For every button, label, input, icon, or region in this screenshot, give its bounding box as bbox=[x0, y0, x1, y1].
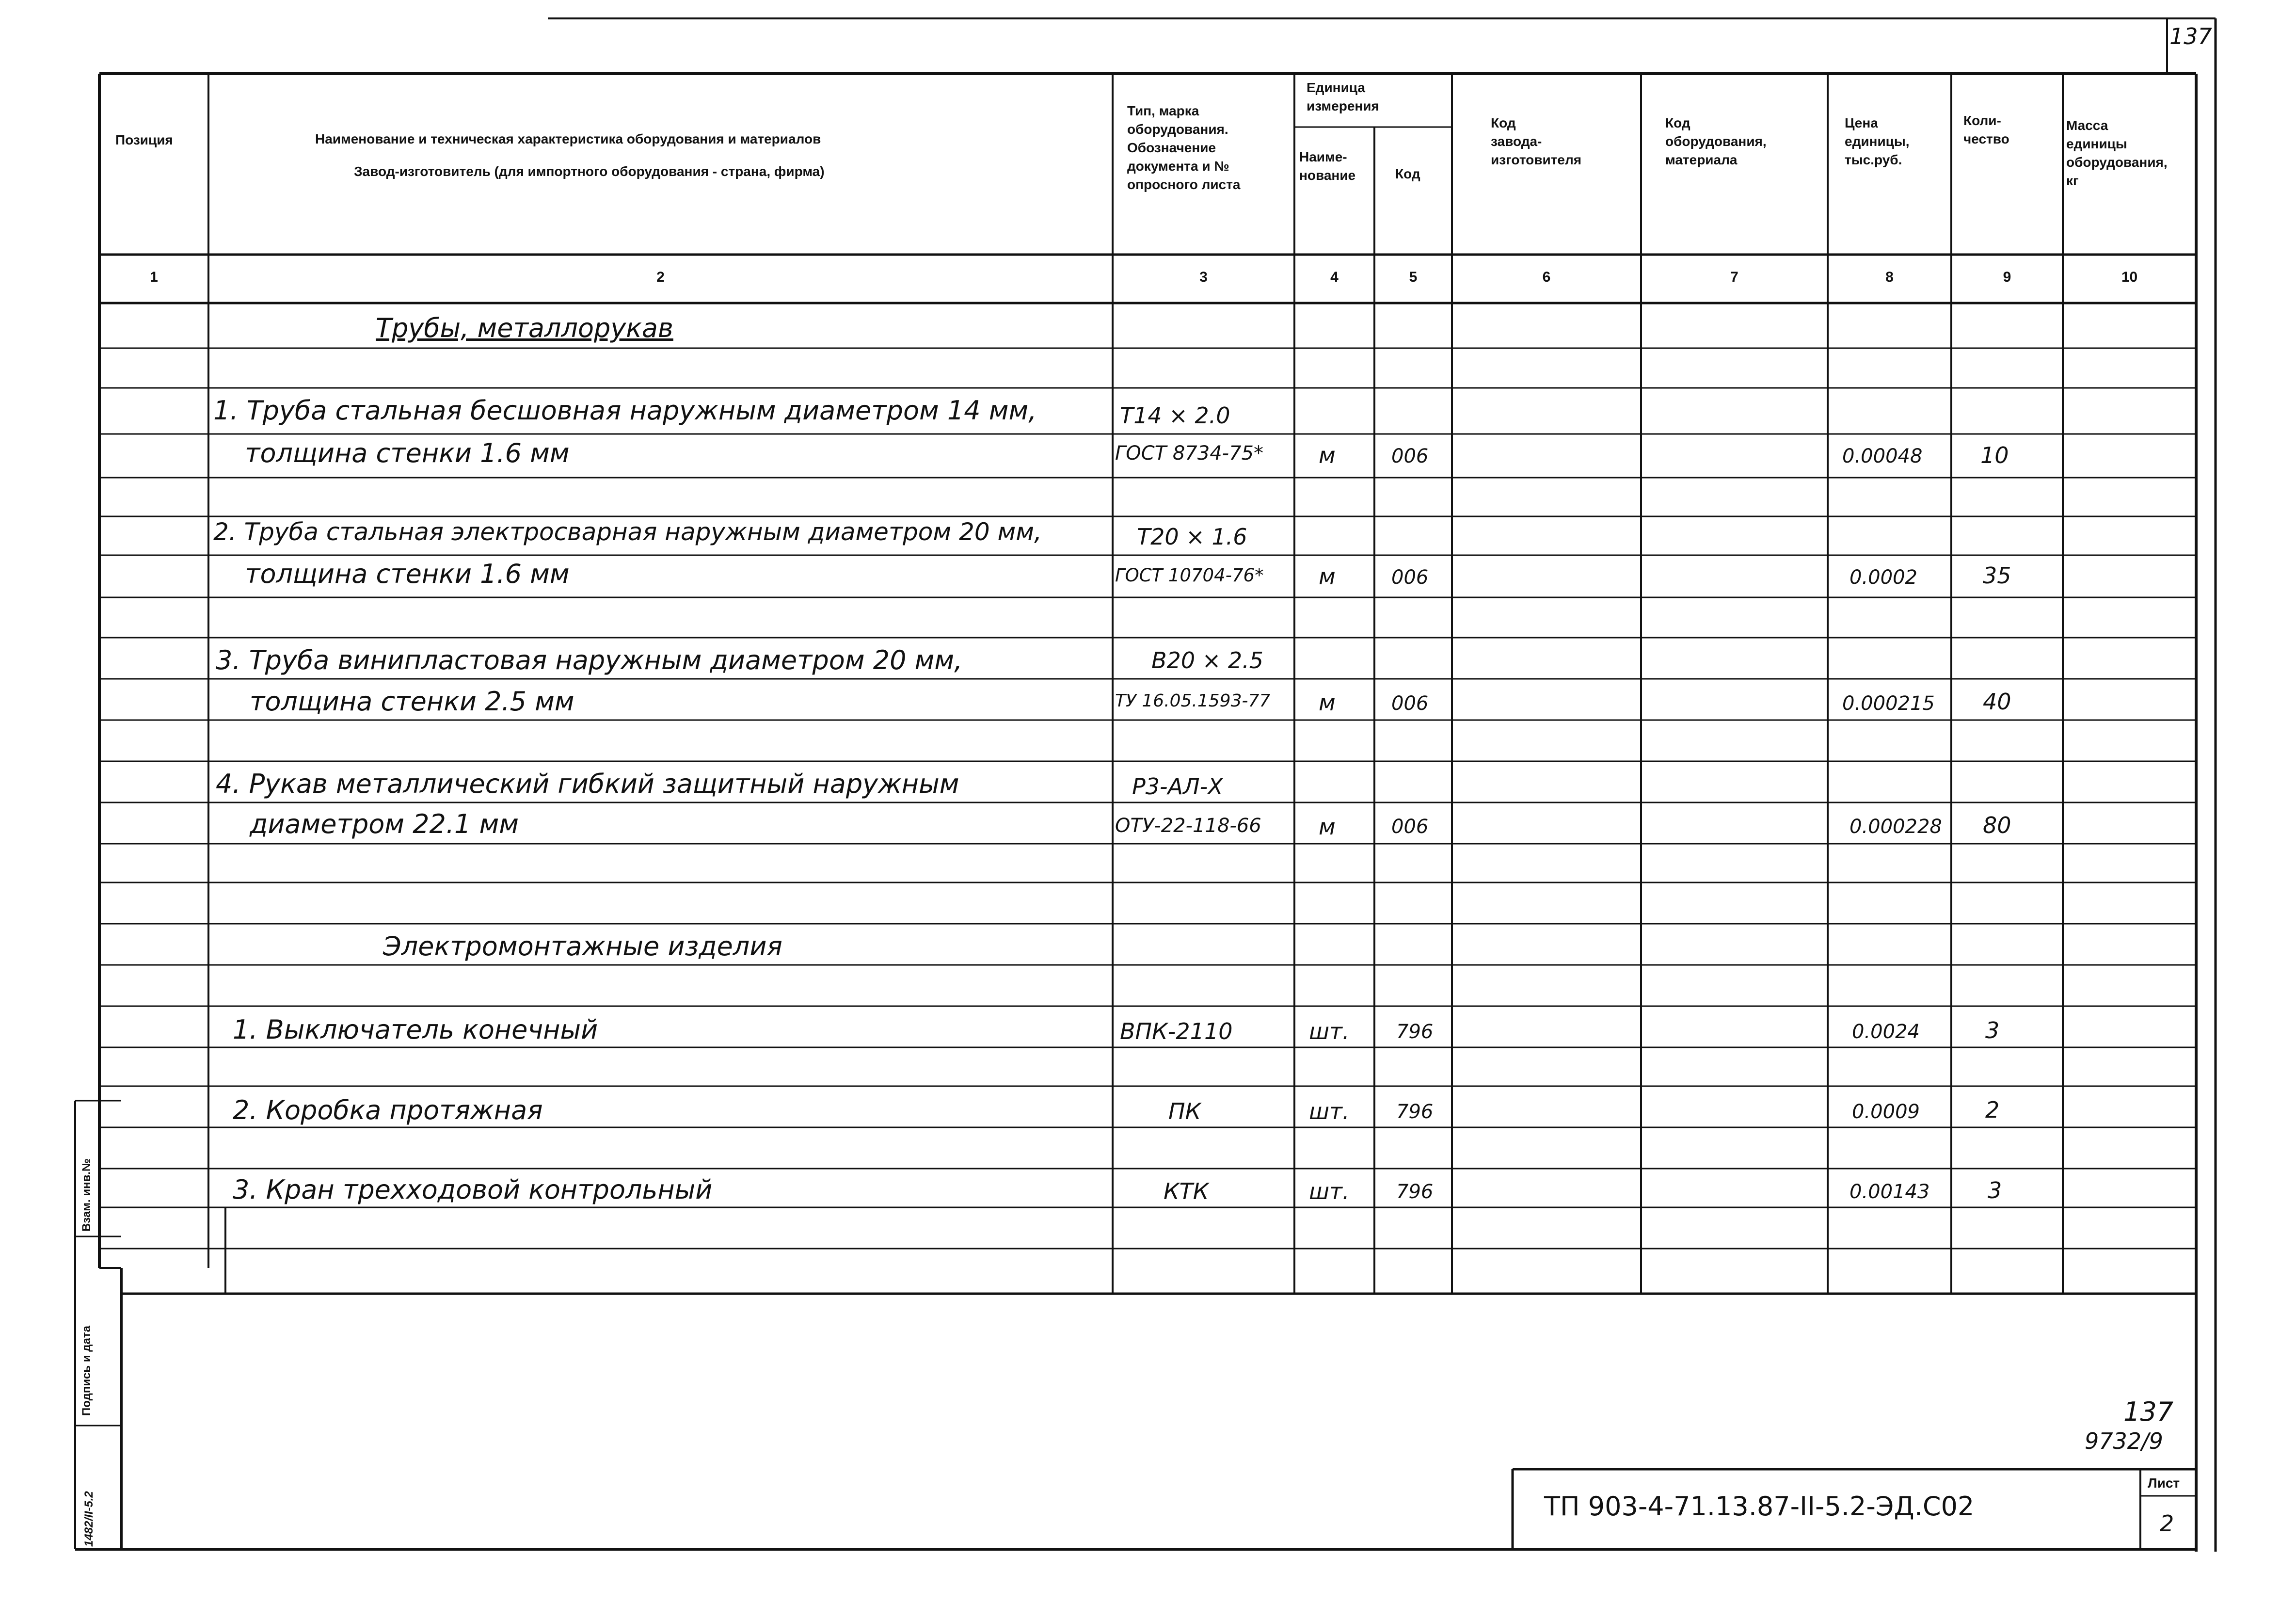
item-name-line1: 4. Рукав металлический гибкий защитный наружным bbox=[216, 769, 959, 799]
item-unit: м bbox=[1319, 563, 1336, 590]
item-type: ВПК-2110 bbox=[1120, 1018, 1233, 1044]
item-name-line2: толщина стенки 1.6 мм bbox=[245, 438, 570, 468]
item-unit-code: 006 bbox=[1391, 692, 1429, 715]
header-price: Цена единицы, тыс.руб. bbox=[1845, 115, 1910, 167]
item-price: 0.0009 bbox=[1852, 1101, 1920, 1123]
item-unit-code: 796 bbox=[1396, 1101, 1434, 1123]
header-type: Тип, марка оборудования. Обозначение документа и № опросного листа bbox=[1127, 103, 1241, 192]
item-unit: шт. bbox=[1309, 1098, 1350, 1124]
item-type: ПК bbox=[1168, 1098, 1201, 1124]
item-price: 0.0024 bbox=[1852, 1021, 1920, 1043]
item-unit: м bbox=[1319, 690, 1336, 716]
item-name: 2. Коробка протяжная bbox=[233, 1095, 543, 1125]
item-name-line1: 2. Труба стальная электросварная наружным диаметром 20 мм, bbox=[213, 518, 1042, 546]
document-code: ТП 903-4-71.13.87-II-5.2-ЭД.С02 bbox=[1544, 1491, 1975, 1522]
item-unit-code: 006 bbox=[1391, 445, 1429, 467]
col-number: 6 bbox=[1542, 269, 1551, 285]
side-inv-number: 1482/II-5.2 bbox=[82, 1491, 96, 1547]
item-type: КТК bbox=[1164, 1178, 1209, 1204]
item-price: 0.000215 bbox=[1842, 692, 1935, 715]
list-number: 2 bbox=[2160, 1510, 2174, 1537]
item-unit-code: 006 bbox=[1391, 566, 1429, 589]
item-name-line1: 1. Труба стальная бесшовная наружным диаметром 14 мм, bbox=[213, 395, 1037, 426]
list-label: Лист bbox=[2148, 1476, 2180, 1491]
item-unit-code: 006 bbox=[1391, 816, 1429, 838]
col-number: 9 bbox=[2003, 269, 2011, 285]
item-unit: шт. bbox=[1309, 1178, 1350, 1204]
item-quantity: 3 bbox=[1988, 1177, 2002, 1203]
header-factory-code: Код завода- изготовителя bbox=[1491, 115, 1582, 167]
item-unit: м bbox=[1319, 814, 1336, 840]
item-unit-code: 796 bbox=[1396, 1021, 1434, 1043]
col-number: 10 bbox=[2121, 269, 2138, 285]
item-name-line1: 3. Труба винипластовая наружным диаметром 20 мм, bbox=[216, 645, 963, 675]
col-number: 7 bbox=[1730, 269, 1738, 285]
header-material-code: Код оборудования, материала bbox=[1665, 115, 1767, 167]
header-name-line2: Завод-изготовитель (для импортного оборудования - страна, фирма) bbox=[354, 164, 825, 179]
item-price: 0.0002 bbox=[1850, 566, 1917, 589]
item-quantity: 2 bbox=[1985, 1097, 2000, 1123]
item-name: 3. Кран трехходовой контрольный bbox=[233, 1174, 713, 1205]
item-type: Т20 × 1.6 bbox=[1137, 524, 1247, 550]
bottom-sheet-number: 137 bbox=[2123, 1396, 2174, 1427]
section-title-electro: Электромонтажные изделия bbox=[383, 931, 782, 962]
col-number: 2 bbox=[656, 269, 665, 285]
header-unit-code: Код bbox=[1395, 166, 1420, 181]
item-unit: м bbox=[1319, 442, 1336, 468]
header-name-line1: Наименование и техническая характеристика оборудования и материалов bbox=[315, 131, 821, 146]
item-name-line2: диаметром 22.1 мм bbox=[250, 809, 519, 839]
col-number: 3 bbox=[1199, 269, 1208, 285]
bottom-code: 9732/9 bbox=[2085, 1428, 2163, 1454]
item-name-line2: толщина стенки 2.5 мм bbox=[250, 686, 574, 717]
side-inventory-label: Взам. инв.№ bbox=[80, 1158, 93, 1232]
col-number: 8 bbox=[1885, 269, 1894, 285]
item-name: 1. Выключатель конечный bbox=[233, 1014, 598, 1045]
item-quantity: 80 bbox=[1983, 812, 2011, 838]
item-type: Р3-АЛ-Х bbox=[1132, 773, 1223, 800]
item-name-line2: толщина стенки 1.6 мм bbox=[245, 559, 570, 589]
item-document: ГОСТ 10704-76* bbox=[1115, 565, 1264, 586]
header-unit-group: Единица измерения bbox=[1307, 80, 1379, 113]
section-title-pipes: Трубы, металлорукав bbox=[376, 313, 673, 343]
header-unit-name: Наиме- нование bbox=[1299, 149, 1356, 183]
item-quantity: 35 bbox=[1983, 562, 2011, 589]
item-document: ГОСТ 8734-75* bbox=[1115, 442, 1263, 465]
item-document: ТУ 16.05.1593-77 bbox=[1115, 691, 1271, 711]
item-price: 0.000228 bbox=[1850, 816, 1942, 838]
item-type: Т14 × 2.0 bbox=[1120, 402, 1230, 429]
item-type: В20 × 2.5 bbox=[1151, 647, 1264, 674]
item-unit: шт. bbox=[1309, 1018, 1350, 1044]
item-unit-code: 796 bbox=[1396, 1181, 1434, 1203]
item-price: 0.00048 bbox=[1842, 445, 1923, 467]
top-sheet-number: 137 bbox=[2169, 23, 2212, 49]
item-quantity: 10 bbox=[1980, 442, 2009, 468]
col-number: 5 bbox=[1409, 269, 1418, 285]
item-quantity: 40 bbox=[1983, 689, 2011, 715]
col-number: 4 bbox=[1330, 269, 1339, 285]
item-quantity: 3 bbox=[1985, 1017, 2000, 1043]
header-quantity: Коли- чество bbox=[1963, 113, 2009, 146]
side-signature-label: Подпись и дата bbox=[80, 1326, 93, 1416]
header-position: Позиция bbox=[115, 132, 173, 147]
col-number: 1 bbox=[150, 269, 158, 285]
item-price: 0.00143 bbox=[1850, 1181, 1930, 1203]
item-document: ОТУ-22-118-66 bbox=[1115, 815, 1261, 837]
header-mass: Масса единицы оборудования, кг bbox=[2066, 118, 2168, 188]
